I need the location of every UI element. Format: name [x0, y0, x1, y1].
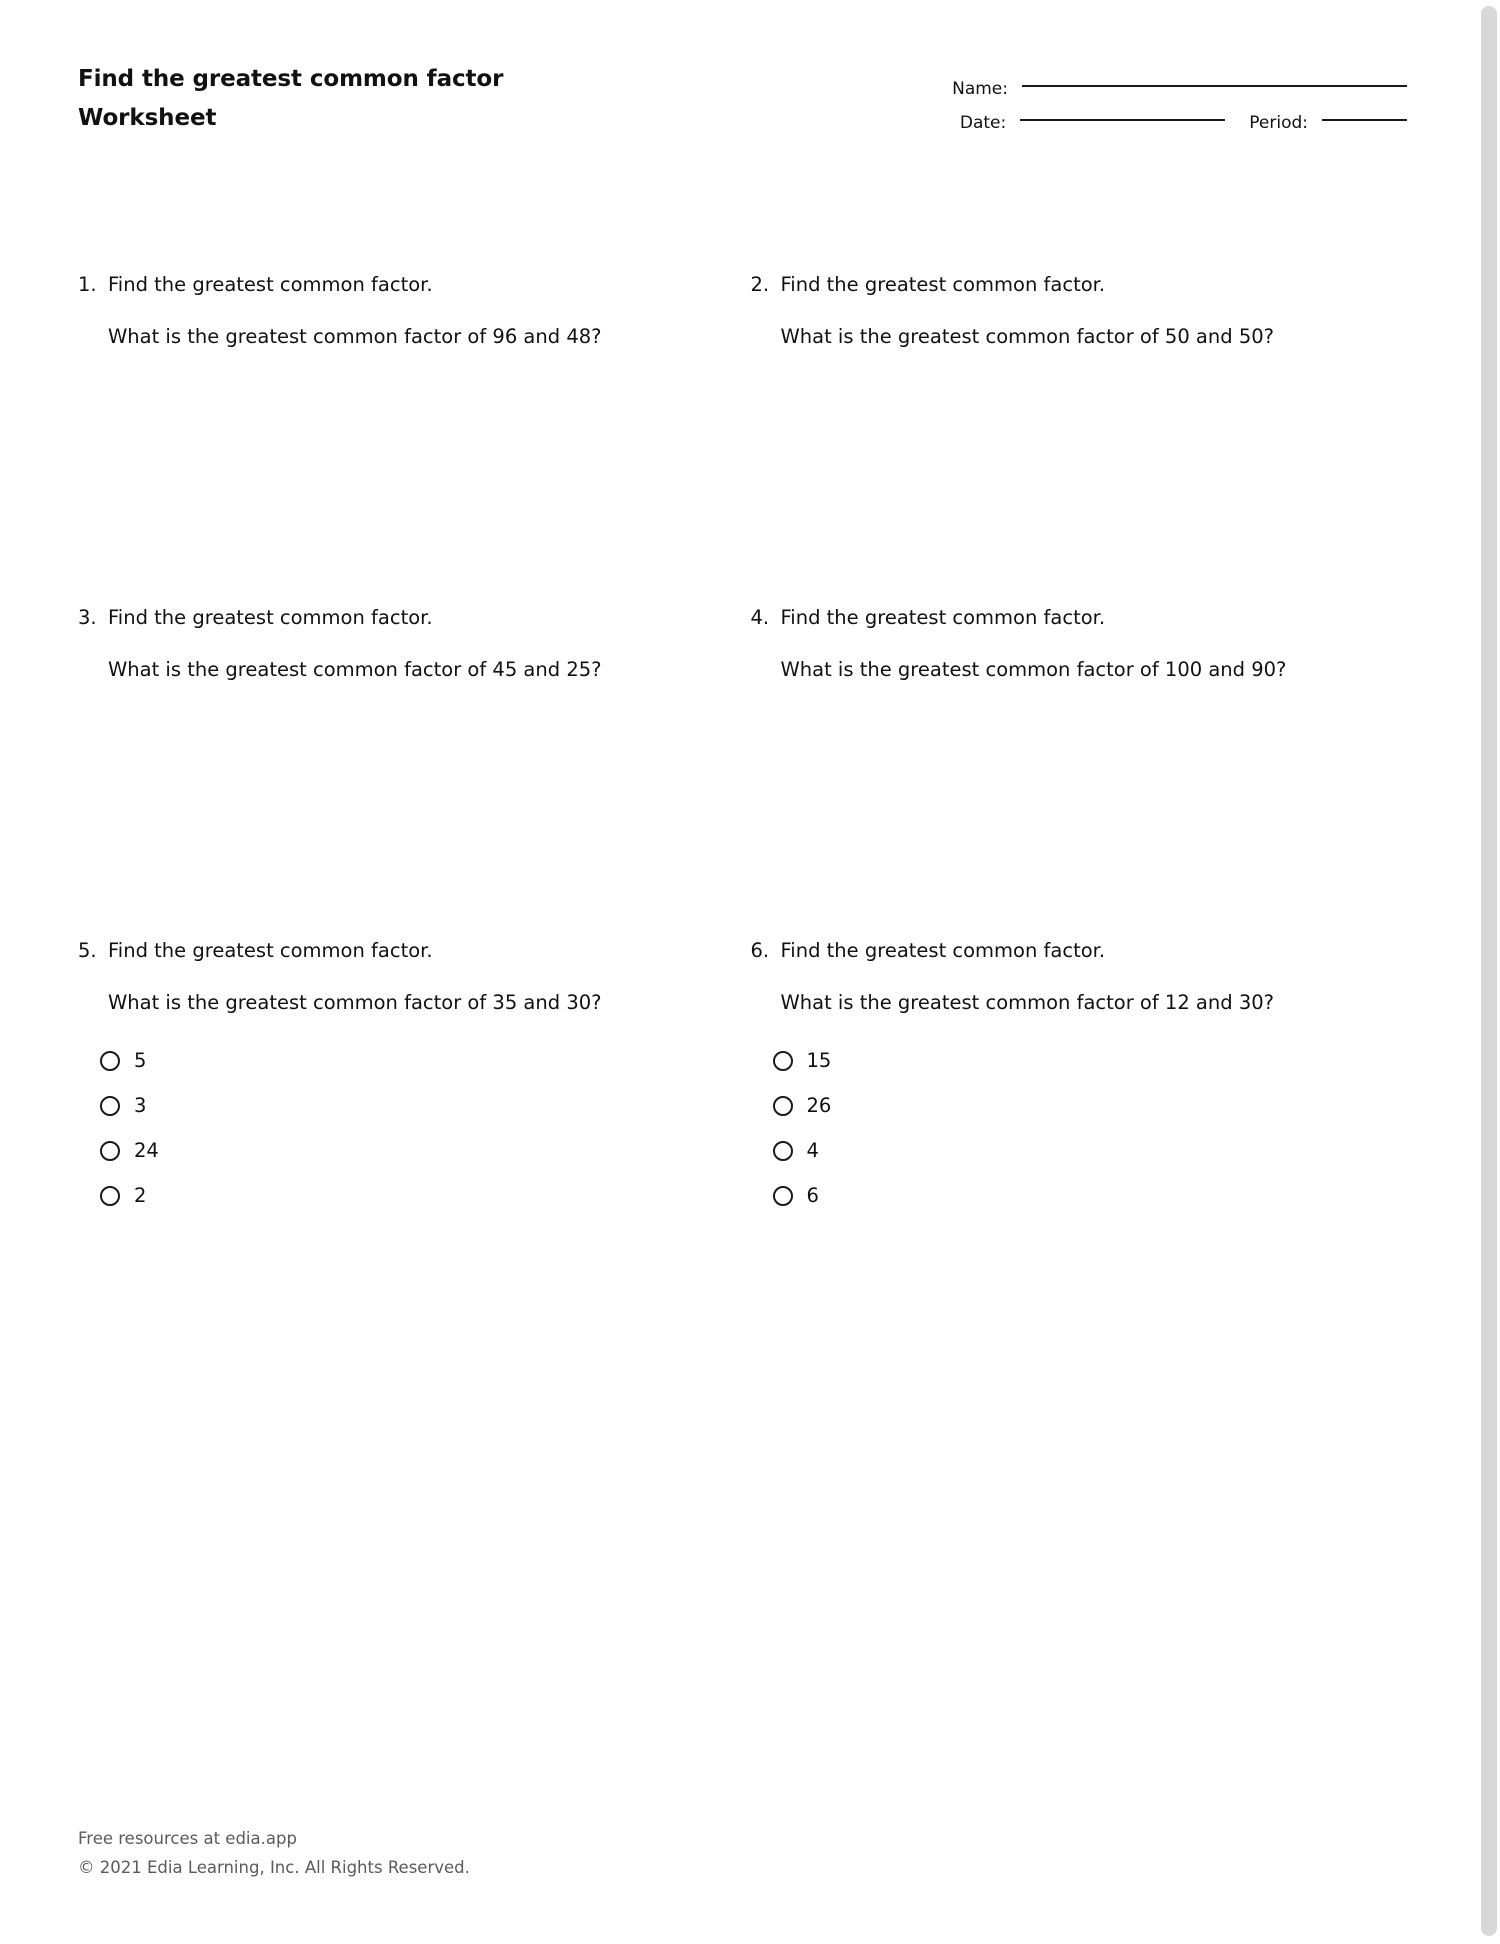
radio-circle-icon[interactable]	[100, 1051, 120, 1071]
choice-option[interactable]	[100, 1083, 703, 1128]
choice-label: 6	[806, 1183, 819, 1207]
choice-label: 4	[806, 1138, 819, 1162]
question-item-5	[78, 936, 751, 1218]
period-field-line[interactable]	[1322, 119, 1407, 121]
question-5-number: 5.	[78, 939, 97, 962]
date-field-label: Date:	[959, 113, 1007, 133]
question-grid	[78, 270, 1423, 1218]
choice-option[interactable]	[773, 1038, 1376, 1083]
choice-label: 24	[134, 1138, 159, 1162]
name-field-line[interactable]	[1022, 85, 1407, 87]
question-6-prompt: Find the greatest common factor.	[780, 939, 1106, 962]
question-6-choice-list	[773, 1038, 1376, 1218]
choice-option[interactable]	[100, 1173, 703, 1218]
question-5-choice-list	[100, 1038, 703, 1218]
radio-circle-icon[interactable]	[773, 1186, 793, 1206]
date-field-line[interactable]	[1020, 119, 1225, 121]
question-1-number: 1.	[78, 273, 97, 296]
page-title-line-2: Worksheet	[78, 105, 217, 131]
choice-option[interactable]	[773, 1083, 1376, 1128]
period-field-label: Period:	[1249, 113, 1308, 133]
radio-circle-icon[interactable]	[773, 1051, 793, 1071]
choice-option[interactable]	[773, 1128, 1376, 1173]
question-row	[78, 936, 1423, 1218]
question-item-2	[751, 270, 1424, 603]
question-5-body: What is the greatest common factor of 35 and 30?	[108, 991, 602, 1014]
question-6-heading	[751, 936, 1376, 966]
question-4-prompt: Find the greatest common factor.	[780, 606, 1106, 629]
choice-option[interactable]	[100, 1128, 703, 1173]
question-item-6	[751, 936, 1424, 1218]
question-2-number: 2.	[750, 273, 770, 296]
radio-circle-icon[interactable]	[773, 1141, 793, 1161]
radio-circle-icon[interactable]	[773, 1096, 793, 1116]
question-4-heading	[751, 603, 1376, 633]
question-6-body: What is the greatest common factor of 12 and 30?	[780, 991, 1274, 1014]
page-title-line-1: Find the greatest common factor	[78, 66, 504, 92]
question-4-body: What is the greatest common factor of 100 and 90?	[780, 658, 1287, 681]
question-3-answer-space[interactable]	[78, 691, 703, 936]
choice-option[interactable]	[773, 1173, 1376, 1218]
vertical-scrollbar[interactable]	[1477, 0, 1500, 1944]
choice-label: 2	[134, 1183, 147, 1207]
question-4-answer-space[interactable]	[751, 691, 1376, 936]
radio-circle-icon[interactable]	[100, 1096, 120, 1116]
page-title	[78, 60, 598, 138]
date-period-field-row	[877, 106, 1407, 140]
choice-label: 15	[806, 1048, 832, 1072]
question-3-heading	[78, 603, 703, 633]
question-1-body: What is the greatest common factor of 96 and 48?	[108, 325, 602, 348]
question-3-number: 3.	[78, 606, 97, 629]
question-5-prompt: Find the greatest common factor.	[108, 939, 433, 962]
scrollbar-thumb[interactable]	[1481, 6, 1497, 1936]
question-2-answer-space[interactable]	[751, 358, 1376, 603]
worksheet-header	[78, 60, 1407, 180]
question-3-body: What is the greatest common factor of 45 and 25?	[108, 658, 602, 681]
question-1-heading	[78, 270, 703, 300]
name-field-label: Name:	[952, 79, 1008, 99]
name-field-row	[877, 72, 1407, 106]
student-info-fields	[877, 72, 1407, 140]
footer-resources-text: Free resources at edia.app	[78, 1829, 297, 1848]
question-2-body: What is the greatest common factor of 50 and 50?	[780, 325, 1274, 348]
choice-label: 3	[134, 1093, 147, 1117]
question-2-prompt: Find the greatest common factor.	[780, 273, 1106, 296]
worksheet-footer	[78, 1824, 470, 1882]
choice-label: 26	[806, 1093, 832, 1117]
question-row	[78, 603, 1423, 936]
question-2-heading	[751, 270, 1376, 300]
question-row	[78, 270, 1423, 603]
question-1-answer-space[interactable]	[78, 358, 703, 603]
radio-circle-icon[interactable]	[100, 1141, 120, 1161]
question-5-heading	[78, 936, 703, 966]
question-1-prompt: Find the greatest common factor.	[108, 273, 433, 296]
question-3-prompt: Find the greatest common factor.	[108, 606, 433, 629]
radio-circle-icon[interactable]	[100, 1186, 120, 1206]
question-item-4	[751, 603, 1424, 936]
question-4-number: 4.	[750, 606, 770, 629]
choice-option[interactable]	[100, 1038, 703, 1083]
question-item-3	[78, 603, 751, 936]
question-item-1	[78, 270, 751, 603]
footer-copyright-text: © 2021 Edia Learning, Inc. All Rights Reserved.	[78, 1858, 470, 1877]
question-6-number: 6.	[750, 939, 770, 962]
choice-label: 5	[134, 1048, 147, 1072]
